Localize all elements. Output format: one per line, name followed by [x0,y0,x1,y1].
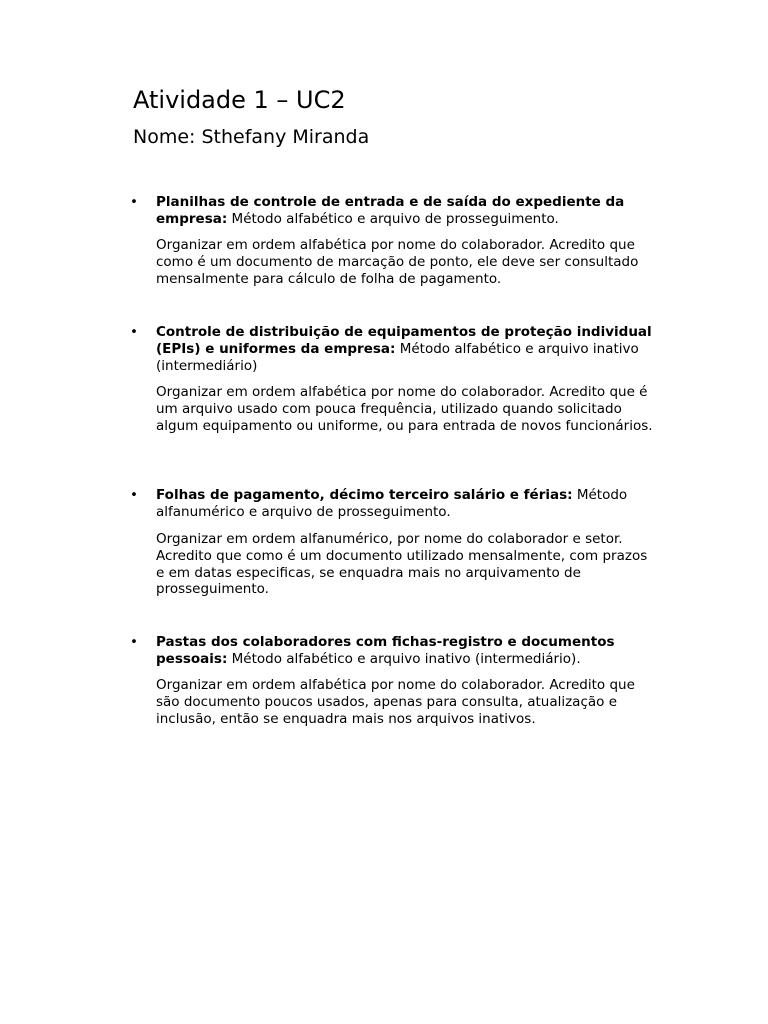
item-heading-bold: Folhas de pagamento, décimo terceiro salário e férias: [156,487,573,503]
item-heading-bold: Planilhas de controle de entrada e de saída do expediente da empresa: [156,194,625,227]
item-description: Organizar em ordem alfanumérico, por nome do colaborador e setor. Acredito que como é um documento utilizado mensalmente, com prazos e em datas especificas, se enquadra mais no arquivamento de prosseguimento. [156,531,648,598]
bullet-icon: • [130,487,138,503]
item-heading [156,324,656,374]
item-heading [156,194,656,228]
student-name: Nome: Sthefany Miranda [133,126,370,148]
bullet-icon: • [130,634,138,650]
item-method: Método alfabético e arquivo inativo (intermediário) [156,340,639,374]
item-heading-bold: Controle de distribuição de equipamentos de proteção individual (EPIs) e uniformes da empresa: [156,324,652,357]
item-heading [156,634,656,668]
item-description: Organizar em ordem alfabética por nome do colaborador. Acredito que como é um documento de marcação de ponto, ele deve ser consultado mensalmente para cálculo de folha de pagamento. [156,237,639,287]
item-method: Método alfabético e arquivo inativo (intermediário). [227,650,581,667]
bullet-icon: • [130,194,138,210]
bullet-icon: • [130,324,138,340]
document-title: Atividade 1 – UC2 [133,86,346,114]
item-description: Organizar em ordem alfabética por nome do colaborador. Acredito que são documento poucos usados, apenas para consulta, atualização e inclusão, então se enquadra mais nos arquivos inativos. [156,677,635,727]
item-description: Organizar em ordem alfabética por nome do colaborador. Acredito que é um arquivo usado com pouca frequência, utilizado quando solicitado algum equipamento ou uniforme, ou para entrada de novos funcionários. [156,384,653,434]
item-heading-bold: Pastas dos colaboradores com fichas-registro e documentos pessoais: [156,634,615,667]
item-method: Método alfabético e arquivo de prosseguimento. [227,210,559,227]
item-method: Método alfanumérico e arquivo de prosseguimento. [156,487,628,520]
item-heading [156,487,656,521]
